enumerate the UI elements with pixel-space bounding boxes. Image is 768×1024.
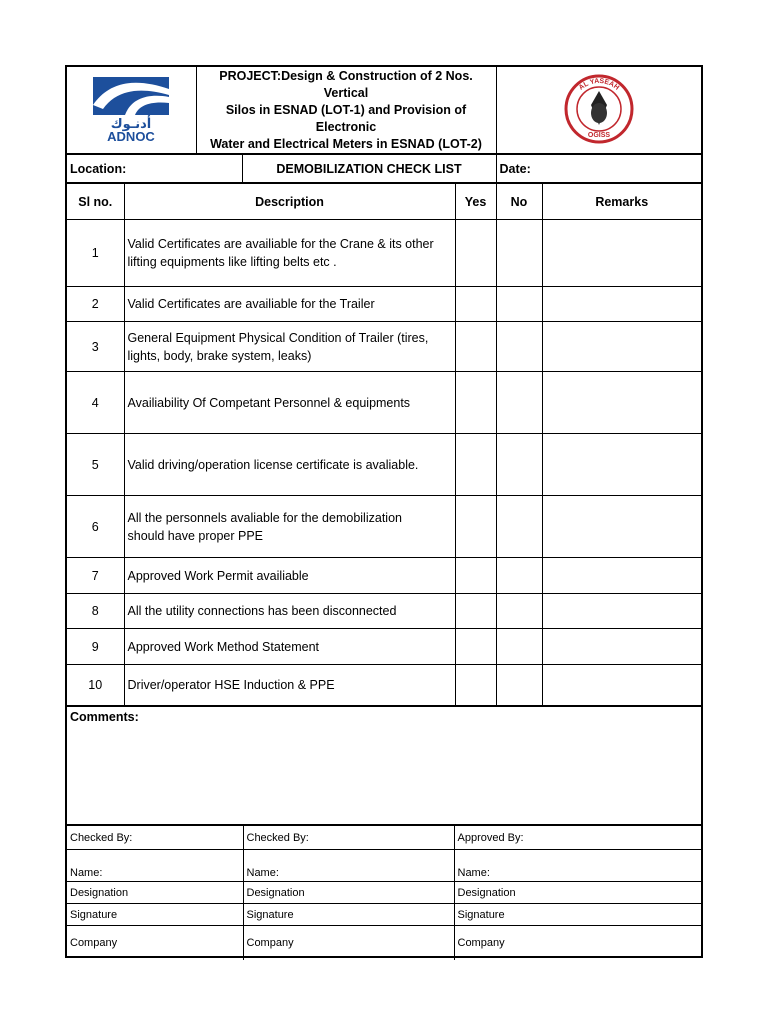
info-table (67, 154, 701, 183)
remarks-cell[interactable] (542, 434, 701, 496)
comments-table (67, 706, 701, 825)
header-table (67, 67, 701, 154)
row-description: Valid driving/operation license certificate is avaliable. (124, 434, 455, 496)
signature-field-2[interactable]: Signature (243, 904, 454, 926)
checked-by-2: Checked By: (243, 826, 454, 850)
signoff-table (67, 825, 701, 960)
no-cell[interactable] (496, 665, 542, 706)
name-field-2[interactable]: Name: (243, 850, 454, 882)
yes-cell[interactable] (455, 629, 496, 665)
no-cell[interactable] (496, 594, 542, 629)
yes-cell[interactable] (455, 287, 496, 322)
checked-by-1: Checked By: (67, 826, 243, 850)
adnoc-logo-icon (91, 75, 171, 143)
row-description: All the personnels avaliable for the demobilization should have proper PPE (124, 496, 455, 558)
project-title: PROJECT:Design & Construction of 2 Nos. Vertical Silos in ESNAD (LOT-1) and Provision of Electronic Water and Electrical Meters in ESNAD (LOT-2) (196, 67, 496, 154)
remarks-cell[interactable] (542, 220, 701, 287)
table-row (67, 629, 701, 665)
designation-field-3[interactable]: Designation (454, 882, 701, 904)
yes-cell[interactable] (455, 434, 496, 496)
row-description: Valid Certificates are availiable for the Trailer (124, 287, 455, 322)
yes-cell[interactable] (455, 558, 496, 594)
yes-cell[interactable] (455, 220, 496, 287)
yes-cell[interactable] (455, 665, 496, 706)
col-no: No (496, 184, 542, 220)
table-row (67, 594, 701, 629)
table-row (67, 372, 701, 434)
signature-field-1[interactable]: Signature (67, 904, 243, 926)
remarks-cell[interactable] (542, 558, 701, 594)
row-description: Valid Certificates are availiable for the Crane & its other lifting equipments like lifting belts etc . (124, 220, 455, 287)
row-number: 6 (67, 496, 124, 558)
svg-text:AL YASEAH: AL YASEAH (577, 77, 620, 92)
approved-by: Approved By: (454, 826, 701, 850)
row-number: 2 (67, 287, 124, 322)
row-description: Approved Work Method Statement (124, 629, 455, 665)
no-cell[interactable] (496, 287, 542, 322)
company-field-1[interactable]: Company (67, 926, 243, 960)
row-description: Availiability Of Competant Personnel & equipments (124, 372, 455, 434)
row-description: General Equipment Physical Condition of Trailer (tires, lights, body, brake system, leaks) (124, 322, 455, 372)
row-number: 3 (67, 322, 124, 372)
remarks-cell[interactable] (542, 594, 701, 629)
date-label: Date: (496, 155, 701, 183)
al-yaseah-seal (496, 67, 701, 154)
row-number: 1 (67, 220, 124, 287)
yes-cell[interactable] (455, 372, 496, 434)
column-header-row (67, 184, 701, 220)
name-field-3[interactable]: Name: (454, 850, 701, 882)
remarks-cell[interactable] (542, 665, 701, 706)
row-number: 7 (67, 558, 124, 594)
yes-cell[interactable] (455, 594, 496, 629)
col-yes: Yes (455, 184, 496, 220)
row-number: 5 (67, 434, 124, 496)
table-row (67, 220, 701, 287)
checklist-form (65, 65, 703, 958)
comments-box[interactable] (67, 707, 701, 825)
row-description: Approved Work Permit availiable (124, 558, 455, 594)
designation-field-1[interactable]: Designation (67, 882, 243, 904)
col-sl: Sl no. (67, 184, 124, 220)
signature-field-3[interactable]: Signature (454, 904, 701, 926)
table-row (67, 665, 701, 706)
row-description: Driver/operator HSE Induction & PPE (124, 665, 455, 706)
row-number: 10 (67, 665, 124, 706)
company-field-2[interactable]: Company (243, 926, 454, 960)
col-description: Description (124, 184, 455, 220)
no-cell[interactable] (496, 629, 542, 665)
remarks-cell[interactable] (542, 372, 701, 434)
no-cell[interactable] (496, 322, 542, 372)
row-number: 9 (67, 629, 124, 665)
table-row (67, 434, 701, 496)
row-number: 4 (67, 372, 124, 434)
remarks-cell[interactable] (542, 287, 701, 322)
table-row (67, 322, 701, 372)
company-field-3[interactable]: Company (454, 926, 701, 960)
name-field-1[interactable]: Name: (67, 850, 243, 882)
no-cell[interactable] (496, 558, 542, 594)
location-label: Location: (67, 155, 242, 183)
checklist-title: DEMOBILIZATION CHECK LIST (242, 155, 496, 183)
row-number: 8 (67, 594, 124, 629)
remarks-cell[interactable] (542, 629, 701, 665)
remarks-cell[interactable] (542, 496, 701, 558)
table-row (67, 496, 701, 558)
no-cell[interactable] (496, 372, 542, 434)
yes-cell[interactable] (455, 322, 496, 372)
svg-text:OGISS: OGISS (587, 131, 610, 139)
remarks-cell[interactable] (542, 322, 701, 372)
comments-label: Comments: (70, 710, 139, 724)
designation-field-2[interactable]: Designation (243, 882, 454, 904)
no-cell[interactable] (496, 434, 542, 496)
seal-icon (563, 73, 635, 145)
no-cell[interactable] (496, 496, 542, 558)
adnoc-logo (67, 67, 196, 154)
col-remarks: Remarks (542, 184, 701, 220)
table-row (67, 287, 701, 322)
yes-cell[interactable] (455, 496, 496, 558)
no-cell[interactable] (496, 220, 542, 287)
svg-text:أدنـوك: أدنـوك (110, 116, 152, 132)
svg-text:ADNOC: ADNOC (107, 128, 156, 143)
checklist-table (67, 183, 701, 706)
row-description: All the utility connections has been disconnected (124, 594, 455, 629)
table-row (67, 558, 701, 594)
